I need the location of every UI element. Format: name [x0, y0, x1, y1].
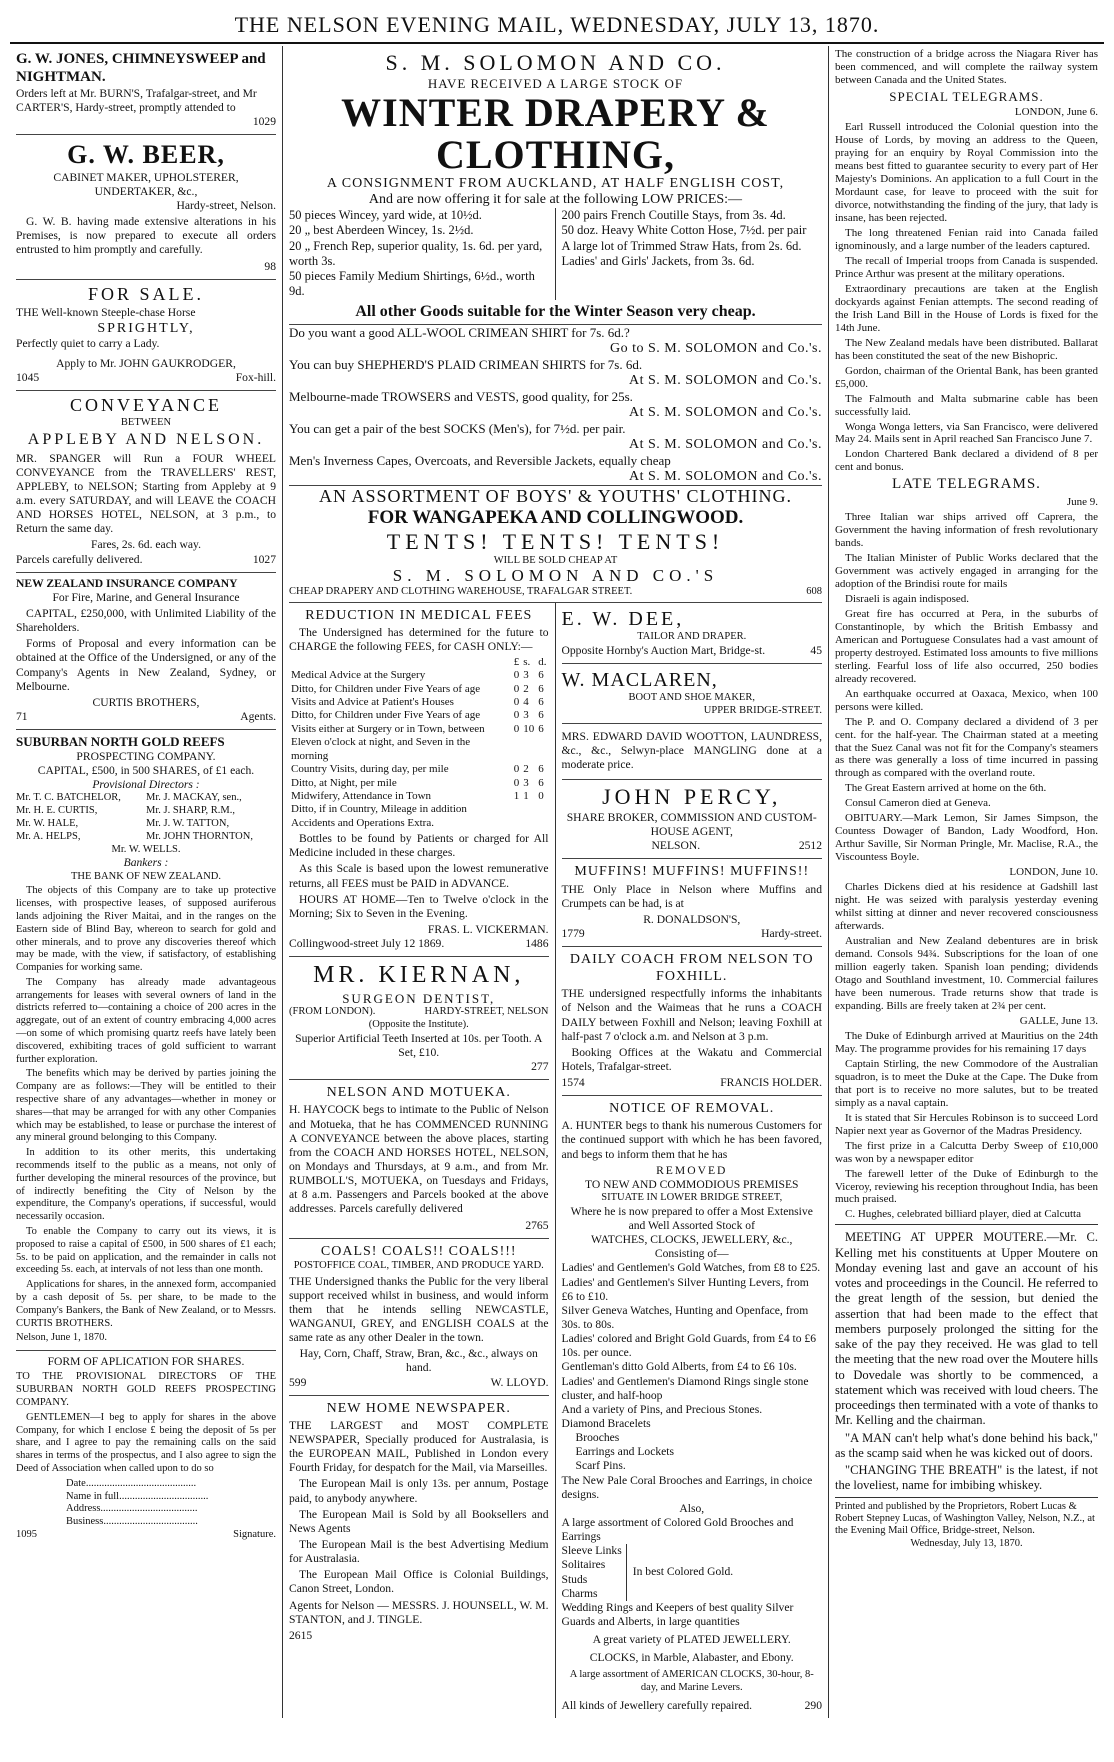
- ad-repair: All kinds of Jewellery carefully repaired.: [561, 1698, 753, 1712]
- list-item: Ladies' colored and Bright Gold Guards, from £4 to £6 10s. per ounce.: [561, 1332, 817, 1360]
- table-row: Midwifery, Attendance in Town 1 1 0: [291, 789, 544, 802]
- lower-wide: [289, 603, 822, 1719]
- price-item: 50 pieces Wincey, yard wide, at 10½d.: [289, 208, 482, 222]
- ad-situate: SITUATE IN LOWER BRIDGE STREET,: [601, 1192, 783, 1204]
- ad-paragraph: Applications for shares, in the annexed form, accompanied by a cash deposit of 5s. per share, to be made to the Company's Bankers, the Bank of New Zealand, or to Messrs. CURTIS BROTHERS.: [16, 1279, 276, 1329]
- list-item: Diamond Bracelets: [561, 1416, 651, 1430]
- table-row: Medical Advice at the Surgery 0 3 6: [291, 669, 544, 682]
- ad-text: MRS. EDWARD DAVID WOOTTON, LAUNDRESS, &c., &c., Selwyn-place MANGLING done at a moderate price.: [561, 729, 822, 772]
- ad-title: E. W. DEE,: [561, 607, 685, 630]
- news-paragraph: The Italian Minister of Public Works declared that the Government was actively engaged in arranging for the adoption of the Brindisi route for mails: [835, 551, 1098, 590]
- form-text: GENTLEMEN—I beg to apply for shares in the above Company, for which I enclose £ being the deposit of 5s per share, and I agree to pay the remaining calls on the said shares in terms of the prospectus, and I also agree to sign the Deed of Association when called upon to do so: [16, 1411, 276, 1474]
- ad-text: THE undersigned respectfully informs the inhabitants of Nelson and the Waimeas that he runs a COACH DAILY between Foxhill and Nelson; leaving Foxhill at half-past 7 o'clock a.m. and Nelson at 3 p.m.: [561, 987, 822, 1043]
- ad-number: 2615: [289, 1628, 313, 1642]
- ad-number: 290: [804, 1698, 822, 1712]
- news-paragraph: Wonga Wonga letters, via San Francisco, were delivered May 24. Mails sent in April reached San Francisco June 7.: [835, 420, 1098, 446]
- ad-received: HAVE RECEIVED A LARGE STOCK OF: [427, 76, 684, 91]
- ad-paragraph: The European Mail is the best Advertising Medium for Australasia.: [289, 1537, 549, 1566]
- ad-title: NEW HOME NEWSPAPER.: [326, 1400, 511, 1416]
- ad-fares: Fares, 2s. 6d. each way.: [91, 538, 201, 552]
- ad-name: S. M. SOLOMON AND CO.'S: [392, 565, 719, 585]
- price-item: 50 pieces Family Medium Shirtings, 6½d., worth 9d.: [289, 269, 535, 299]
- column-2: [289, 603, 556, 1719]
- ad-number: 608: [806, 585, 822, 597]
- ad-text: Superior Artificial Teeth Inserted at 10s. per Tooth. A Set, £10.: [295, 1031, 543, 1060]
- news-paragraph: The New Zealand medals have been distributed. Ballarat has been constituted the seat of the new Bishopric.: [835, 336, 1098, 362]
- ad-medical-fees: [289, 603, 549, 958]
- price-list-right: [556, 208, 823, 300]
- form-field-name: Name in full..................................: [66, 1490, 209, 1502]
- director: Mr. J. MACKAY, sen.,: [146, 792, 242, 804]
- ad-title: MR. KIERNAN,: [313, 962, 525, 989]
- ad-to: TO NEW AND COMMODIOUS PREMISES: [585, 1177, 799, 1191]
- wide-column: [283, 46, 829, 1718]
- news-paragraph: It is stated that Sir Hercules Robinson is to succeed Lord Napier next year as Governor of the Madras Presidency.: [835, 1111, 1098, 1137]
- ad-place: NELSON.: [651, 839, 701, 853]
- ad-role: TAILOR AND DRAPER.: [637, 630, 747, 642]
- ad-title: DAILY COACH FROM NELSON TO FOXHILL.: [569, 952, 814, 985]
- director: Mr. T. C. BATCHELOR,: [16, 792, 121, 804]
- news-paragraph: Captain Stirling, the new Commodore of the Australian squadron, is to meet the Duke at the Cape. The Duke from that port is to receive no more salutes, but to be treated simply as a naval captain.: [835, 1057, 1098, 1109]
- list-item: Ladies' and Gentlemen's Diamond Rings single stone cluster, and half-hoop: [561, 1374, 809, 1402]
- news-paragraph: The first prize in a Calcutta Derby Sweep of £10,000 was won by a newspaper editor: [835, 1139, 1098, 1165]
- ad-paragraph: The European Mail Office is Colonial Buildings, Canon Street, London.: [289, 1568, 549, 1596]
- ad-subtitle: POSTOFFICE COAL, TIMBER, AND PRODUCE YARD.: [293, 1259, 544, 1271]
- column-3: [556, 603, 823, 1719]
- ad-warehouse: CHEAP DRAPERY AND CLOTHING WAREHOUSE, TRAFALGAR STREET.: [289, 585, 633, 597]
- list-item: Wedding Rings and Keepers of best quality Silver Guards and Alberts, in large quantities: [561, 1600, 794, 1628]
- bankers-heading: Bankers :: [123, 856, 169, 870]
- ad-consignment: A CONSIGNMENT FROM AUCKLAND, AT HALF ENGLISH COST,: [326, 176, 785, 191]
- ad-other-goods: All other Goods suitable for the Winter Season very cheap.: [355, 302, 756, 320]
- ad-number: 1095: [16, 1528, 37, 1540]
- ad-beer: [16, 135, 276, 280]
- offer-answer: At S. M. SOLOMON and Co.'s.: [629, 372, 822, 388]
- ad-address: HARDY-STREET, NELSON: [424, 1006, 549, 1018]
- ad-dee: [562, 603, 823, 664]
- ad-date: Collingwood-street July 12 1869.: [289, 937, 445, 951]
- ad-title: JOHN PERCY,: [602, 784, 782, 810]
- dateline: June 9.: [1066, 496, 1098, 509]
- ad-title: SUBURBAN NORTH GOLD REEFS: [16, 734, 225, 750]
- list-item: A large assortment of Colored Gold Brooches and Earrings: [561, 1515, 794, 1544]
- imprint: [835, 1497, 1098, 1551]
- ad-removed: REMOVED: [656, 1163, 728, 1177]
- ad-subtitle: PROSPECTING COMPANY.: [76, 749, 216, 763]
- ad-places: APPLEBY AND NELSON.: [27, 431, 265, 449]
- ad-subtitle: CABINET MAKER, UPHOLSTERER, UNDERTAKER, &c.,: [53, 170, 239, 198]
- ad-text: A. HUNTER begs to thank his numerous Customers for the continued support with which he has been favored, and begs to inform them that he has: [561, 1119, 822, 1161]
- list-item: And a variety of Pins, and Precious Stones.: [561, 1402, 763, 1416]
- horse-name: SPRIGHTLY,: [97, 320, 195, 336]
- news-paragraph: Consul Cameron died at Geneva.: [845, 797, 991, 810]
- ad-role: BOOT AND SHOE MAKER,: [628, 692, 755, 704]
- ad-agents: Agents for Nelson — MESSRS. J. HOUNSELL, W. M. STANTON, and J. TINGLE.: [289, 1598, 549, 1626]
- list-item: The New Pale Coral Brooches and Earrings, in choice designs.: [561, 1473, 813, 1501]
- ad-offering: And are now offering it for sale at the following LOW PRICES:—: [368, 192, 743, 207]
- fees-table: [289, 656, 549, 830]
- dateline: GALLE, June 13.: [1019, 1014, 1098, 1027]
- column-1: [10, 46, 283, 1718]
- table-row: Ditto, at Night, per mile 0 3 6: [291, 776, 544, 789]
- section-heading: LATE TELEGRAMS.: [892, 476, 1041, 493]
- table-row: Country Visits, during day, per mile 0 2 6: [291, 763, 544, 776]
- ad-plated: A great variety of PLATED JEWELLERY.: [592, 1633, 791, 1647]
- ad-wootton: [562, 724, 823, 780]
- ad-text: THE Well-known Steeple-chase Horse: [16, 305, 196, 319]
- ad-for-sale: [16, 280, 276, 392]
- ad-title: MUFFINS! MUFFINS! MUFFINS!!: [574, 864, 810, 880]
- ad-solomon: [289, 46, 822, 603]
- ad-watches: WATCHES, CLOCKS, JEWELLERY, &c.,: [591, 1233, 793, 1247]
- ad-signed: W. LLOYD.: [490, 1375, 549, 1389]
- ad-hay: Hay, Corn, Chaff, Straw, Bran, &c., &c., always on hand.: [299, 1347, 538, 1375]
- ad-between: BETWEEN: [120, 417, 172, 429]
- ad-number: 1027: [252, 552, 276, 566]
- news-paragraph: The long threatened Fenian raid into Canada failed ignominously, and a large number of the leaders captured.: [835, 226, 1098, 252]
- form-to: TO THE PROVISIONAL DIRECTORS OF THE SUBURBAN NORTH GOLD REEFS PROSPECTING COMPANY.: [16, 1371, 276, 1408]
- ad-title: REDUCTION IN MEDICAL FEES: [305, 607, 533, 623]
- form-field-address: Address.....................................: [66, 1503, 198, 1515]
- director: Mr. JOHN THORNTON,: [146, 830, 253, 842]
- ad-text: G. W. B. having made extensive alterations in his Premises, is now prepared to execute all orders entrusted to him promptly and carefully.: [16, 215, 276, 257]
- director: Mr. A. HELPS,: [16, 830, 81, 842]
- director: Mr. W. WELLS.: [111, 843, 181, 855]
- ad-insurance: [16, 573, 276, 730]
- ad-percy: [562, 780, 823, 859]
- ad-address: UPPER BRIDGE-STREET.: [703, 705, 822, 717]
- news-paragraph: Charles Dickens died at his residence at Gadshill last night. He was seized with paralysis yesterday evening whilst sitting at dinner and never recovered consciousness afterwards.: [835, 881, 1098, 933]
- ad-coals: [289, 1239, 549, 1396]
- ad-title: G. W. JONES, CHIMNEYSWEEP and NIGHTMAN.: [16, 51, 266, 86]
- news-paragraph: Earl Russell introduced the Colonial question into the House of Lords, by moving an address to the Queen, praying for an enquiry by Royal Commission into the means best fitted to guarantee security to every part of Her Majesty's Dominions. An application to a full Court in the Mordaunt case, for leave to proceed with the suit for divorce, notwithstanding the finding of the jury, that lady is insane, has been rejected.: [835, 121, 1098, 224]
- ad-capital: CAPITAL, £500, in 500 SHARES, of £1 each.: [37, 764, 255, 778]
- news-paragraph: Disraeli is again indisposed.: [845, 592, 970, 605]
- news-paragraph: The Falmouth and Malta submarine cable has been successfully laid.: [835, 392, 1098, 418]
- ad-subtitle: For Fire, Marine, and General Insurance: [52, 590, 240, 604]
- ad-removal: [562, 1096, 823, 1718]
- table-row: Ditto, for Children under Five Years of age 0 3 6: [291, 709, 544, 722]
- ad-daily-coach: [562, 947, 823, 1096]
- ad-number: 98: [264, 259, 276, 273]
- ad-kiernan: [289, 957, 549, 1080]
- form-signature: Signature.: [233, 1528, 276, 1540]
- offer-question: Melbourne-made TROWSERS and VESTS, good quality, for 25s.: [289, 388, 633, 404]
- offer-answer: At S. M. SOLOMON and Co.'s.: [629, 404, 822, 420]
- offer-question: You can buy SHEPHERD'S PLAID CRIMEAN SHIRTS for 7s. 6d.: [289, 356, 643, 372]
- ad-paragraph: The European Mail is only 13s. per annum, Postage paid, to anybody anywhere.: [289, 1477, 549, 1505]
- news-paragraph: The farewell letter of the Duke of Edinburgh to the Viceroy, reviewing his reception throughout India, has been much praised.: [835, 1167, 1098, 1206]
- section-heading: SPECIAL TELEGRAMS.: [889, 88, 1044, 104]
- offer-answer: Go to S. M. SOLOMON and Co.'s.: [610, 340, 822, 356]
- news-paragraph: The Great Eastern arrived at home on the 6th.: [845, 782, 1047, 795]
- list-item: Solitaires: [561, 1558, 606, 1572]
- offer-question: You can get a pair of the best SOCKS (Men's), for 7½d. per pair.: [289, 420, 626, 436]
- table-row: Ditto, for Children under Five Years of age 0 2 6: [291, 682, 544, 695]
- news-paragraph: MEETING AT UPPER MOUTERE.—Mr. C. Kelling met his constituents at Upper Moutere on Monday evening last and gave an account of his votes and proceedings in the Council. He referred to the great length of the session, but denied the assertion that had been made to the effect that members purposely prolonged the sitting for the sake of the pay they received. He was glad to tell the meeting that the new road over the Moutere hills to Dovedale was shortly to be commenced, a statement which was received with loud cheers. The proceedings then terminated with a vote of thanks to Mr. Kelling and the chairman.: [835, 1230, 1098, 1428]
- ad-parcels: Parcels carefully delivered.: [16, 552, 143, 566]
- ad-paragraph: The objects of this Company are to take up protective licenses, with prospective leases, of supposed auriferous lands adjoining the River Maitai, and in the ranges on the Eastern side of Blind Bay, whereon to search for gold and other minerals, and to prove any discoveries thereof which may be made, with the view, if satisfactory, of establishing Companies for working same.: [16, 885, 276, 974]
- ad-clocks: CLOCKS, in Marble, Alabaster, and Ebony.: [589, 1651, 794, 1665]
- news-paragraph: London Chartered Bank declared a dividend of 8 per cent and bonus.: [835, 448, 1098, 474]
- ad-line: Perfectly quiet to carry a Lady.: [16, 336, 160, 350]
- offer-question: Men's Inverness Capes, Overcoats, and Reversible Jackets, equally cheap: [289, 452, 671, 468]
- ad-number: 2512: [798, 839, 822, 853]
- ad-name: R. DONALDSON'S,: [643, 912, 741, 926]
- ad-muffins: [562, 859, 823, 947]
- list-item: Sleeve Links: [561, 1544, 622, 1558]
- price-item: A large lot of Trimmed Straw Hats, from 2s. 6d.: [561, 238, 802, 253]
- director: Mr. J. W. TATTON,: [146, 817, 230, 829]
- ad-title: G. W. BEER,: [67, 140, 225, 170]
- list-item: Silver Geneva Watches, Hunting and Openface, from 30s. to 80s.: [561, 1303, 809, 1331]
- ad-where: Where he is now prepared to offer a Most Extensive and Well Assorted Stock of: [570, 1204, 813, 1232]
- ad-number: 1779: [561, 926, 585, 940]
- ad-address: Hardy-street.: [761, 926, 822, 940]
- news-paragraph: "CHANGING THE BREATH" is the latest, if not the loveliest, name for imbibing whiskey.: [835, 1463, 1098, 1493]
- ad-role: SURGEON DENTIST,: [342, 990, 496, 1006]
- ad-number: 45: [810, 643, 822, 657]
- list-item: Ladies' and Gentlemen's Silver Hunting Levers, from £6 to £10.: [561, 1275, 809, 1303]
- directors-heading: Provisional Directors :: [92, 778, 200, 792]
- list-item: Earrings and Lockets: [575, 1445, 675, 1459]
- ad-wangapeka: FOR WANGAPEKA AND COLLINGWOOD.: [367, 506, 744, 528]
- ad-booking: Booking Offices at the Wakatu and Commercial Hotels, Trafalgar-street.: [561, 1045, 822, 1073]
- ad-suburban: [16, 730, 276, 1351]
- price-item: 50 doz. Heavy White Cotton Hose, 7½d. per pair: [561, 223, 807, 238]
- ad-title: S. M. SOLOMON AND CO.: [385, 50, 726, 75]
- ad-american: A large assortment of AMERICAN CLOCKS, 30-hour, 8-day, and Marine Levers.: [569, 1669, 814, 1694]
- price-item: 20 „ best Aberdeen Wincey, 1s. 2½d.: [289, 223, 474, 238]
- ad-role: Agents.: [240, 709, 276, 723]
- ad-from: (FROM LONDON).: [289, 1006, 376, 1018]
- price-item: 20 „ French Rep, superior quality, 1s. 6d. per yard, worth 3s.: [289, 238, 543, 268]
- ad-paragraph: The European Mail is Sold by all Booksellers and News Agents: [289, 1507, 549, 1535]
- ad-maclaren: [562, 664, 823, 724]
- price-list-left: [289, 208, 556, 300]
- list-item: Charms: [561, 1586, 598, 1600]
- ad-number: 599: [289, 1375, 307, 1389]
- ad-place: Fox-hill.: [235, 371, 276, 385]
- list-item: Ladies' and Gentlemen's Gold Watches, from £8 to £25.: [561, 1261, 821, 1275]
- ad-title: NOTICE OF REMOVAL.: [609, 1101, 775, 1117]
- ad-text: Forms of Proposal and every information can be obtained at the Office of the Undersigned, or any of the Company's Agents in New Zealand, Sydney, or Melbourne.: [16, 637, 276, 693]
- list-item: Studs: [561, 1572, 588, 1586]
- ad-paragraph: In addition to its other merits, this undertaking recommends itself to the public as a means, not only of further developing the mineral resources of the province, but of indirectly benefiting the City of Nelson by the expenditure, the Company's operations, if successful, would necessarily occasion.: [16, 1147, 276, 1223]
- ad-number: 277: [531, 1060, 549, 1074]
- ad-sold: WILL BE SOLD CHEAP AT: [493, 554, 618, 566]
- ad-capital: CAPITAL, £250,000, with Unlimited Liability of the Shareholders.: [16, 606, 276, 635]
- ad-signed: FRAS. L. VICKERMAN.: [427, 922, 549, 936]
- ad-headline: WINTER DRAPERY & CLOTHING,: [341, 90, 770, 177]
- ad-number: 1574: [561, 1076, 585, 1090]
- ad-text: Orders left at Mr. BURN'S, Trafalgar-street, and Mr CARTER'S, Hardy-street, promptly attended to: [16, 86, 257, 114]
- ad-newspaper: [289, 1396, 549, 1648]
- form-title: FORM OF APLICATION FOR SHARES.: [47, 1355, 245, 1369]
- ad-conveyance: [16, 391, 276, 572]
- directors-list: [16, 792, 276, 843]
- form-field-business: Business....................................: [66, 1516, 198, 1528]
- ad-boys: AN ASSORTMENT OF BOYS' & YOUTHS' CLOTHING.: [319, 485, 792, 506]
- ad-number: 71: [16, 709, 28, 723]
- ad-tents: TENTS! TENTS! TENTS!: [386, 528, 725, 554]
- news-paragraph: The recall of Imperial troops from Canada is suspended. Prince Arthur was present at the military operations.: [835, 254, 1098, 280]
- ad-text: THE LARGEST and MOST COMPLETE NEWSPAPER, Specially produced for Australasia, is the EUROPEAN MAIL, Published in London every Fourth Friday, for despatch for the Mail, via Marseilles.: [289, 1418, 549, 1475]
- ad-title: FOR SALE.: [87, 283, 204, 304]
- news-paragraph: Gordon, chairman of the Oriental Bank, has been granted £5,000.: [835, 364, 1098, 390]
- offer-answer: At S. M. SOLOMON and Co.'s.: [629, 468, 822, 484]
- price-item: Ladies' and Girls' Jackets, from 3s. 6d.: [561, 253, 755, 268]
- local-news: [835, 1224, 1098, 1493]
- table-row: Ditto, if in Country, Mileage in addition Accidents and Operations Extra.: [291, 803, 467, 829]
- ad-motueka: [289, 1080, 549, 1238]
- list-item: Scarf Pins.: [575, 1459, 626, 1473]
- ad-jones: [16, 46, 276, 135]
- gold-list-note: In best Colored Gold.: [632, 1565, 734, 1579]
- ad-apply: Apply to Mr. JOHN GAUKRODGER,: [56, 357, 236, 371]
- news-paragraph: The construction of a bridge across the Niagara River has been commenced, and will complete the railway system between Canada and the United States.: [835, 48, 1098, 86]
- ad-title: CONVEYANCE: [69, 395, 222, 416]
- bankers: THE BANK OF NEW ZEALAND.: [71, 870, 221, 882]
- ad-title: W. MACLAREN,: [561, 668, 718, 691]
- ad-text: THE Only Place in Nelson where Muffins and Crumpets can be had, is at: [561, 882, 822, 910]
- dateline: LONDON, June 10.: [1009, 866, 1098, 879]
- director: Mr. W. HALE,: [16, 817, 79, 829]
- dateline: LONDON, June 6.: [1014, 106, 1098, 119]
- ad-agents: CURTIS BROTHERS,: [92, 695, 200, 709]
- ad-number: 1045: [16, 371, 40, 385]
- ad-role: SHARE BROKER, COMMISSION AND CUSTOM-HOUSE AGENT,: [566, 811, 817, 839]
- ad-opposite: (Opposite the Institute).: [368, 1019, 469, 1031]
- news-paragraph: Three Italian war ships arrived off Caprera, the Government the having information of fresh revolutionary bands.: [835, 511, 1098, 549]
- ad-number: 2765: [525, 1218, 549, 1232]
- imprint-text: Printed and published by the Proprietors, Robert Lucas & Robert Stepney Lucas, of Washington Valley, Nelson, N.Z., at the Evening Mail Office, Bridge-street, Nelson.: [835, 1500, 1095, 1537]
- masthead: THE NELSON EVENING MAIL, WEDNESDAY, JULY 13, 1870.: [10, 6, 1104, 44]
- ad-scale: As this Scale is based upon the lowest remunerative returns, all FEES must be PAID in ADVANCE.: [289, 862, 549, 890]
- ad-hours: HOURS AT HOME—Ten to Twelve o'clock in the Morning; Six to Seven in the Evening.: [289, 892, 549, 920]
- imprint-date: Wednesday, July 13, 1870.: [910, 1537, 1023, 1549]
- ad-title: NEW ZEALAND INSURANCE COMPANY: [16, 576, 238, 590]
- column-4: [829, 46, 1104, 1718]
- ad-text: H. HAYCOCK begs to intimate to the Public of Nelson and Motueka, that he has COMMENCED RUNNING A CONVEYANCE between the above places, starting from the COACH AND HORSES HOTEL, NELSON, on Mondays and Thursdays, at 9 a.m., and from Mr. RUMBOLL'S, MOTUEKA, on Tuesdays and Fridays, at 8 a.m. Passengers and Parcels booked at the above addresses. Parcels carefully delivered: [289, 1103, 549, 1216]
- ad-text: THE Undersigned thanks the Public for the very liberal support received whilst in business, and would inform them that he intends selling NEWCASTLE, WANGANUI, GREY, and ENGLISH COALS at the same rate as any other Dealer in the town.: [289, 1274, 549, 1345]
- ad-date: Nelson, June 1, 1870.: [16, 1332, 107, 1344]
- news-paragraph: The Duke of Edinburgh arrived at Mauritius on the 24th May. The programme provides for his remaining 17 days: [835, 1029, 1098, 1055]
- ad-number: 1029: [252, 114, 276, 128]
- ad-bottles: Bottles to be found by Patients or charged for All Medicine included in these charges.: [289, 832, 549, 860]
- form-field-date: Date..........................................: [66, 1477, 197, 1489]
- news-paragraph: OBITUARY.—Mark Lemon, Sir James Simpson, the Countess Dowager of Bandon, Lady Woodford, Hon. Arthur Saville, Sir Norman Pringle, Mr. Maclise, R.A., the Viscountess Boyle.: [835, 812, 1098, 864]
- price-list: [289, 208, 822, 300]
- fees-header: £ s. d.: [513, 655, 547, 668]
- offer-answer: At S. M. SOLOMON and Co.'s.: [629, 436, 822, 452]
- ad-also: Also,: [679, 1501, 705, 1515]
- columns: [10, 46, 1104, 1718]
- news-paragraph: Australian and New Zealand debentures are in brisk demand. Consols 94¾. Subscriptions for the loan of one million eagerly taken. Spanish loan pending; dividends Otago and Southland investment, 10. Commercial failures have been numerous. Trade returns show that trade is expanding. Bills are freely taken at 2¾ per cent.: [835, 935, 1098, 1012]
- ad-signed: FRANCIS HOLDER.: [720, 1076, 822, 1090]
- news-paragraph: Great fire has occurred at Pera, in the suburbs of Constantinople, by which the British Embassy and American and Portuguese Consulates had a vast amount of property destroyed. Estimated loss amounts to five millions sterling. Fearful loss of life also occurred, 250 bodies already recovered.: [835, 607, 1098, 685]
- offers-list: [289, 324, 822, 486]
- table-row: Visits either at Surgery or in Town, between Eleven o'clock at night, and Seven in the morning 0 10 6: [291, 722, 544, 762]
- list-item: Gentleman's ditto Gold Alberts, from £4 to £6 10s.: [561, 1360, 797, 1374]
- table-row: Visits and Advice at Patient's Houses 0 4 6: [291, 696, 544, 709]
- ad-address: Opposite Hornby's Auction Mart, Bridge-st.: [561, 643, 766, 657]
- director: Mr. J. SHARP, R.M.,: [146, 805, 235, 817]
- list-item: Brooches: [575, 1431, 620, 1445]
- ad-title: COALS! COALS!! COALS!!!: [320, 1243, 517, 1259]
- news-paragraph: An earthquake occurred at Oaxaca, Mexico, when 100 persons were killed.: [835, 687, 1098, 713]
- ad-paragraph: The benefits which may be derived by parties joining the Company are as follows:—They will be entitled to their respective share of any advantages—whether in money or shares—that may be arranged for with any other Companies which may be established, to lease or purchase the interest of any mineral ground belonging to this Company.: [16, 1068, 276, 1144]
- news-paragraph: "A MAN can't help what's done behind his back," as the scamp said when he was kicked out of doors.: [835, 1430, 1098, 1460]
- offer-question: Do you want a good ALL-WOOL CRIMEAN SHIRT for 7s. 6d.?: [289, 324, 630, 340]
- ad-paragraph: To enable the Company to carry out its views, it is proposed to raise a capital of £500, in 500 shares of £1 each; 5s. to be paid on application, and the remainder in calls not exceeding 5s. each, at intervals of not less than one month.: [16, 1226, 276, 1276]
- news-paragraph: C. Hughes, celebrated billiard player, died at Calcutta: [845, 1208, 1081, 1221]
- director: Mr. H. E. CURTIS,: [16, 805, 98, 817]
- ad-text: MR. SPANGER will Run a FOUR WHEEL CONVEYANCE from the TRAVELLERS' REST, APPLEBY, to NELSON; Starting from Appleby at 9 a.m. every SATURDAY, and will LEAVE the COACH AND HORSES HOTEL, NELSON, at 3 p.m., to Return the same day.: [16, 451, 276, 536]
- gold-list: [562, 1544, 823, 1601]
- news-paragraph: The P. and O. Company declared a dividend of 3 per cent. for the half-year. The Chairman stated at a meeting that the Suez Canal was not fit for the Company's steamers as there was generally a loss of time incurred in passing through as compared with the overland route.: [835, 715, 1098, 780]
- ad-consisting: Consisting of—: [654, 1247, 729, 1261]
- price-item: 200 pairs French Coutille Stays, from 3s. 4d.: [561, 208, 786, 222]
- ad-paragraph: The Company has already made advantageous arrangements for leases with several owners of land in the districts referred to—containing a choice of 200 acres in the aggregate, out of an extent of country embracing 4,000 acres—on some of which promising quartz reefs have lately been discovered, exhibiting traces of gold sufficient to warrant further exploration.: [16, 976, 276, 1065]
- ad-number: 1486: [525, 937, 549, 951]
- ad-share-form: [16, 1351, 276, 1547]
- news-paragraph: Extraordinary precautions are taken at the English dockyards against Fenian attempts. The second reading of the Irish Land Bill in the House of Lords is fixed for the 14th June.: [835, 282, 1098, 334]
- ad-title: NELSON AND MOTUEKA.: [326, 1085, 511, 1101]
- ad-intro: The Undersigned has determined for the future to CHARGE the following FEES, for CASH ONLY:—: [289, 625, 549, 653]
- ad-address: Hardy-street, Nelson.: [176, 199, 276, 213]
